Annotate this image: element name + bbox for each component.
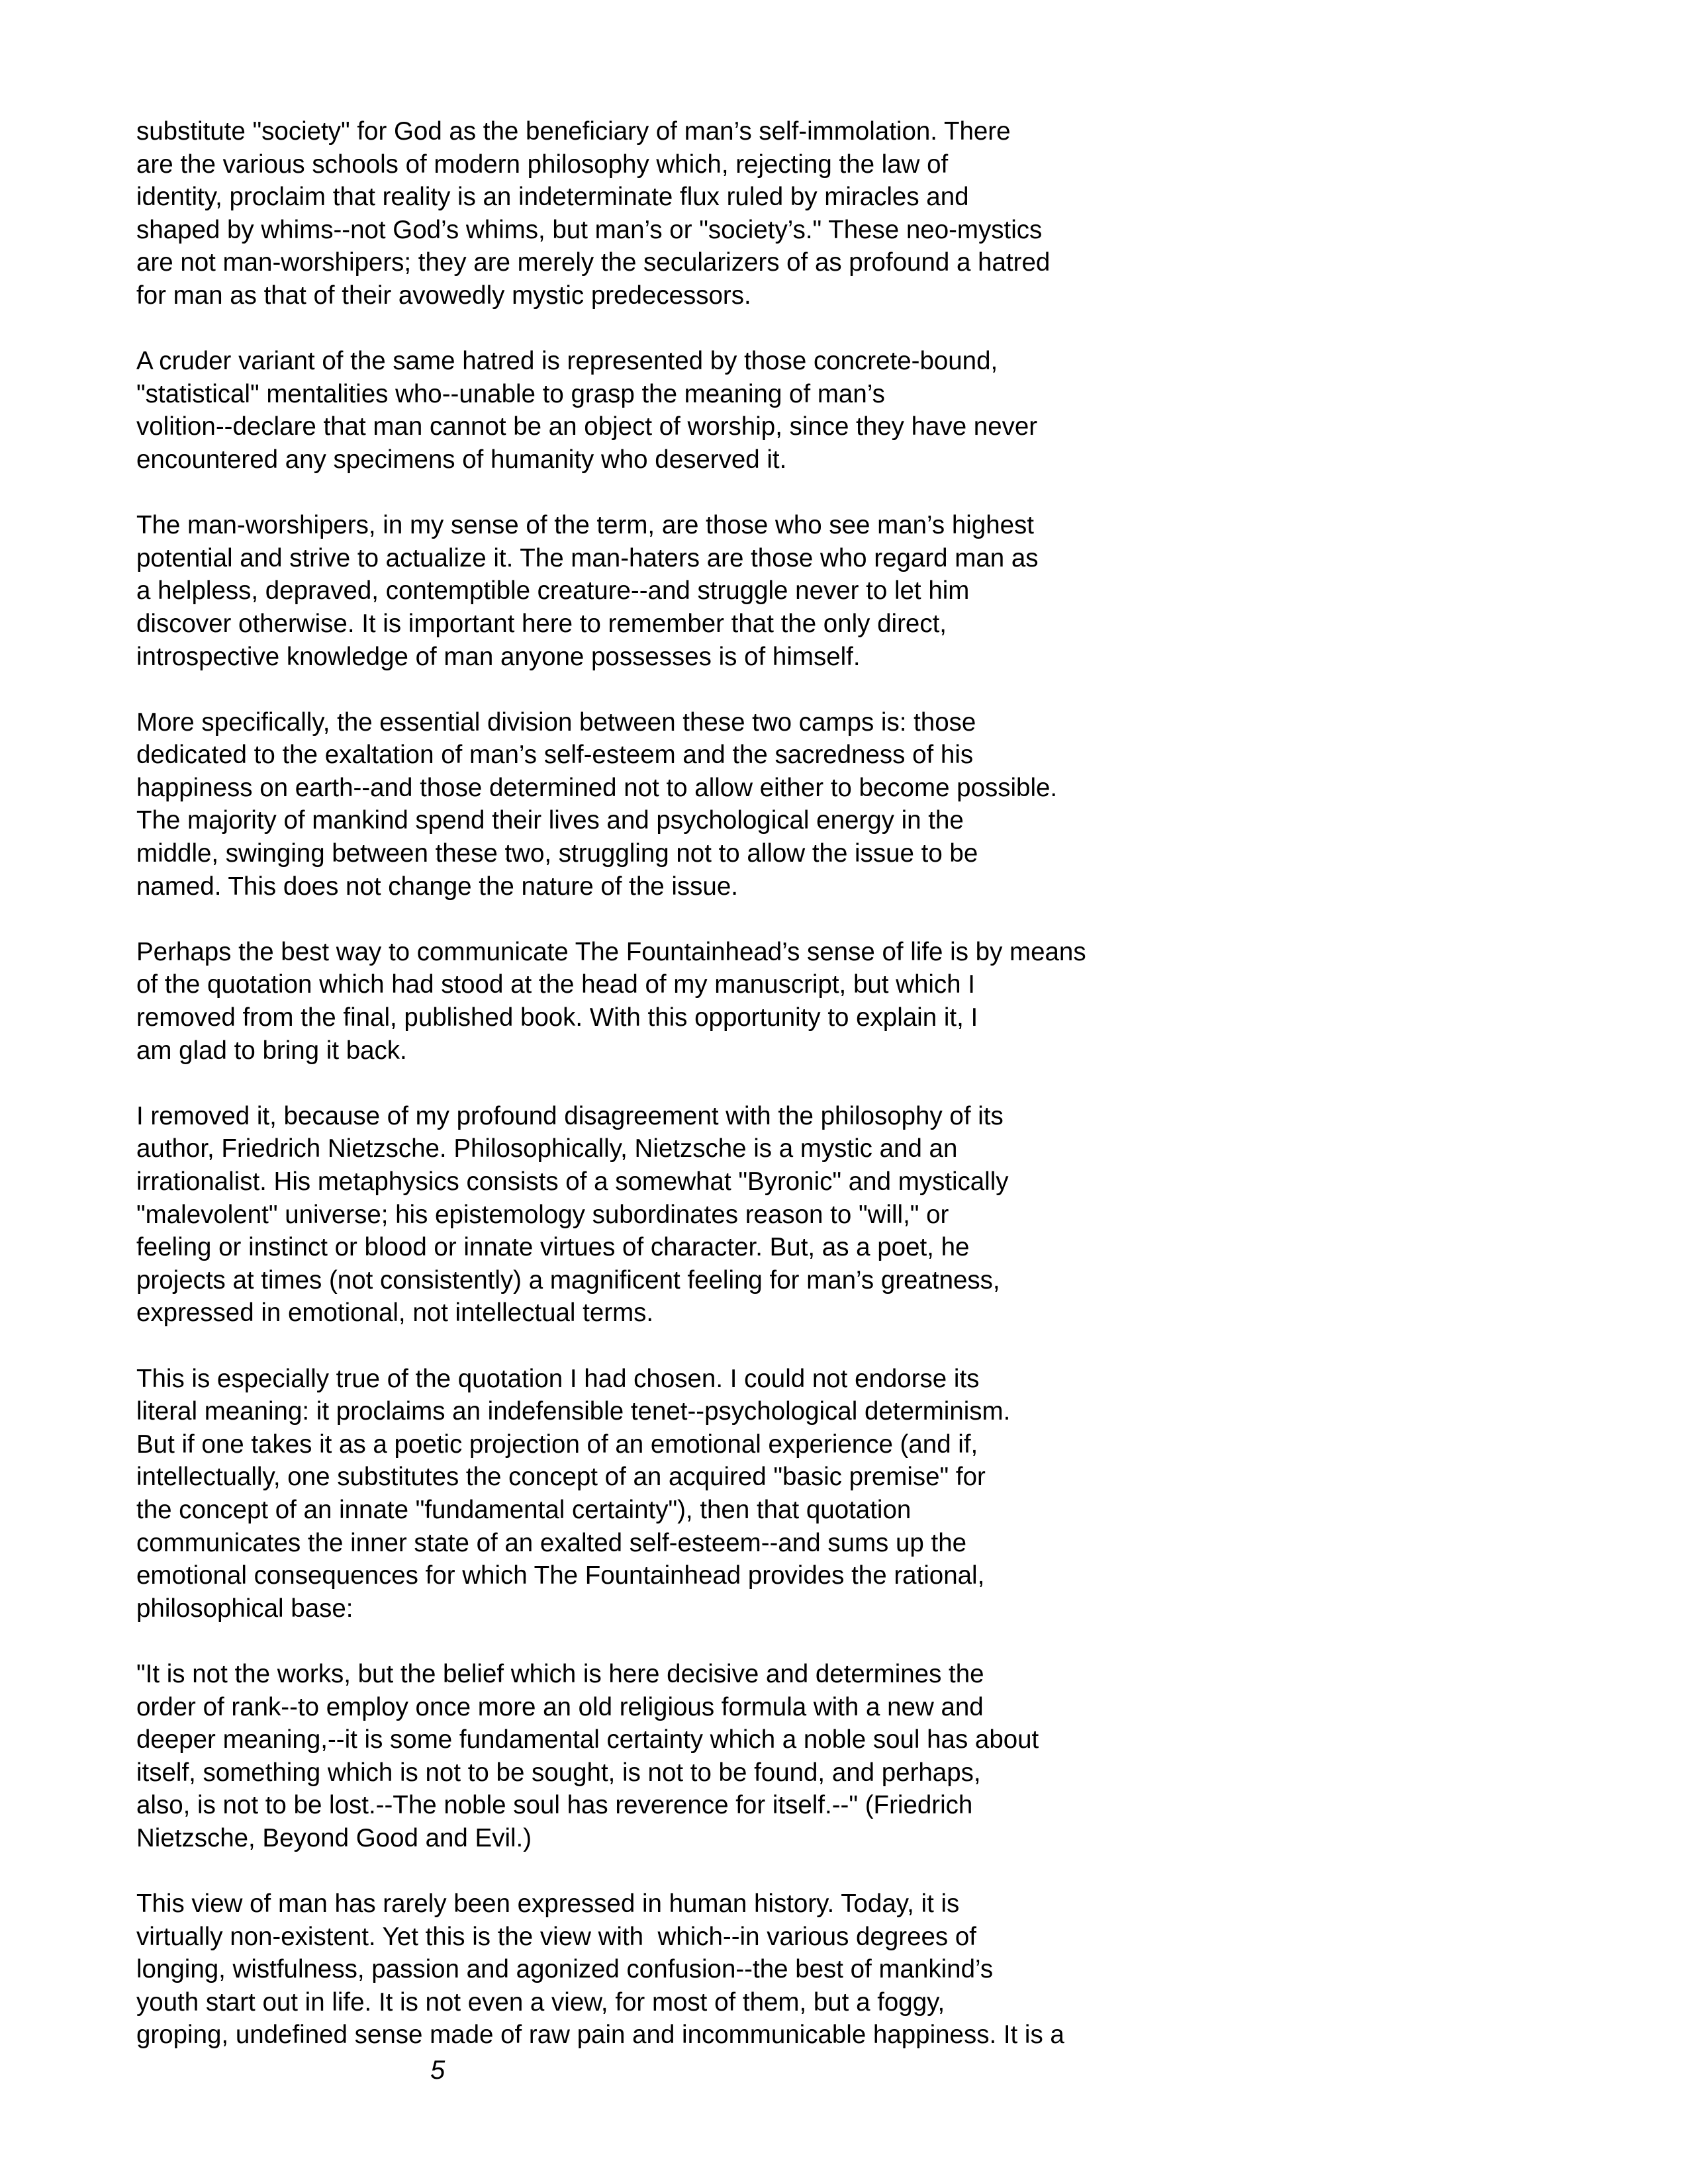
document-page — [136, 115, 1196, 2052]
paragraph — [136, 936, 1196, 1067]
text-line: irrationalist. His metaphysics consists of a somewhat "Byronic" and mystically — [136, 1167, 1009, 1196]
text-line: substitute "society" for God as the beneficiary of man’s self-immolation. There — [136, 117, 1011, 146]
text-line: Nietzsche, Beyond Good and Evil.) — [136, 1823, 532, 1852]
text-line: intellectually, one substitutes the concept of an acquired "basic premise" for — [136, 1463, 986, 1492]
paragraph-spacer — [136, 1854, 1196, 1888]
text-line: identity, proclaim that reality is an indeterminate flux ruled by miracles and — [136, 183, 969, 212]
text-line: feeling or instinct or blood or innate virtues of character. But, as a poet, he — [136, 1233, 970, 1262]
text-line: The man-worshipers, in my sense of the term, are those who see man’s highest — [136, 511, 1034, 540]
text-line: discover otherwise. It is important here to remember that the only direct, — [136, 609, 947, 638]
paragraph — [136, 1888, 1196, 2052]
text-line: are not man-worshipers; they are merely the secularizers of as profound a hatred — [136, 248, 1051, 277]
text-line: of the quotation which had stood at the head of my manuscript, but which I — [136, 970, 975, 999]
paragraph — [136, 509, 1196, 673]
paragraph-spacer — [136, 673, 1196, 706]
text-line: for man as that of their avowedly mystic predecessors. — [136, 281, 751, 310]
text-line: I removed it, because of my profound disagreement with the philosophy of its — [136, 1101, 1004, 1130]
text-line: introspective knowledge of man anyone possesses is of himself. — [136, 642, 861, 671]
paragraph — [136, 1658, 1196, 1855]
text-line: communicates the inner state of an exalted self-esteem--and sums up the — [136, 1528, 967, 1557]
text-line: order of rank--to employ once more an old religious formula with a new and — [136, 1692, 984, 1721]
text-line: This is especially true of the quotation I had chosen. I could not endorse its — [136, 1364, 980, 1393]
paragraph — [136, 706, 1196, 903]
text-line: named. This does not change the nature of the issue. — [136, 872, 738, 901]
text-line: literal meaning: it proclaims an indefensible tenet--psychological determinism. — [136, 1397, 1011, 1426]
paragraph — [136, 1100, 1196, 1330]
text-line: author, Friedrich Nietzsche. Philosophically, Nietzsche is a mystic and an — [136, 1134, 958, 1163]
page-number: 5 — [430, 2056, 445, 2085]
paragraph-spacer — [136, 477, 1196, 510]
text-line: This view of man has rarely been expressed in human history. Today, it is — [136, 1889, 960, 1919]
text-line: are the various schools of modern philosophy which, rejecting the law of — [136, 150, 949, 179]
paragraph-spacer — [136, 1330, 1196, 1363]
text-line: groping, undefined sense made of raw pain and incommunicable happiness. It is a — [136, 2021, 1064, 2050]
paragraph-spacer — [136, 903, 1196, 936]
text-line: "It is not the works, but the belief which is here decisive and determines the — [136, 1659, 984, 1688]
text-line: More specifically, the essential division between these two camps is: those — [136, 707, 976, 737]
text-line: emotional consequences for which The Fountainhead provides the rational, — [136, 1561, 985, 1590]
text-line: But if one takes it as a poetic projection of an emotional experience (and if, — [136, 1430, 978, 1459]
text-line: deeper meaning,--it is some fundamental certainty which a noble soul has about — [136, 1725, 1039, 1754]
text-line: The majority of mankind spend their lives and psychological energy in the — [136, 806, 964, 835]
text-line: expressed in emotional, not intellectual terms. — [136, 1298, 654, 1328]
text-line: "statistical" mentalities who--unable to grasp the meaning of man’s — [136, 379, 885, 408]
paragraph — [136, 345, 1196, 476]
text-line: the concept of an innate "fundamental certainty"), then that quotation — [136, 1495, 912, 1524]
paragraph — [136, 115, 1196, 312]
text-line: shaped by whims--not God’s whims, but man’s or "society’s." These neo-mystics — [136, 215, 1043, 244]
text-line: projects at times (not consistently) a magnificent feeling for man’s greatness, — [136, 1265, 1000, 1295]
text-line: "malevolent" universe; his epistemology subordinates reason to "will," or — [136, 1200, 949, 1229]
text-line: A cruder variant of the same hatred is represented by those concrete-bound, — [136, 347, 998, 376]
text-line: potential and strive to actualize it. The man-haters are those who regard man as — [136, 543, 1039, 572]
text-line: youth start out in life. It is not even a view, for most of them, but a foggy, — [136, 1987, 945, 2017]
text-line: virtually non-existent. Yet this is the view with which--in various degrees of — [136, 1922, 976, 1951]
text-line: dedicated to the exaltation of man’s self-esteem and the sacredness of his — [136, 741, 974, 770]
text-line: happiness on earth--and those determined not to allow either to become possible. — [136, 773, 1058, 802]
text-line: removed from the final, published book. With this opportunity to explain it, I — [136, 1003, 978, 1032]
text-line: volition--declare that man cannot be an object of worship, since they have never — [136, 412, 1038, 441]
paragraph — [136, 1363, 1196, 1625]
text-line: middle, swinging between these two, struggling not to allow the issue to be — [136, 839, 978, 868]
text-line: also, is not to be lost.--The noble soul has reverence for itself.--" (Friedrich — [136, 1791, 973, 1820]
text-line: Perhaps the best way to communicate The Fountainhead’s sense of life is by means — [136, 937, 1086, 966]
text-line: encountered any specimens of humanity who deserved it. — [136, 445, 787, 474]
text-line: a helpless, depraved, contemptible creature--and struggle never to let him — [136, 576, 970, 606]
text-line: am glad to bring it back. — [136, 1036, 407, 1065]
text-line: longing, wistfulness, passion and agonized confusion--the best of mankind’s — [136, 1955, 994, 1984]
text-line: philosophical base: — [136, 1594, 353, 1623]
paragraph-spacer — [136, 1625, 1196, 1658]
paragraph-spacer — [136, 312, 1196, 345]
paragraph-spacer — [136, 1067, 1196, 1100]
text-line: itself, something which is not to be sought, is not to be found, and perhaps, — [136, 1758, 981, 1787]
